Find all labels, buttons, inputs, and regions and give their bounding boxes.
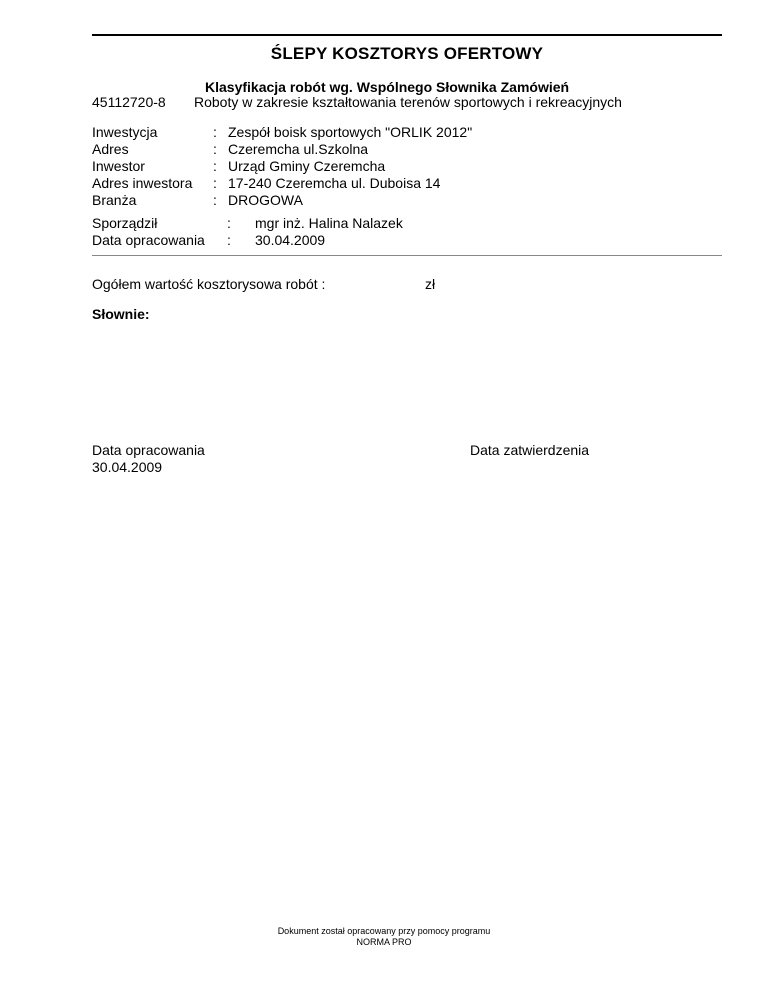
footer-line-2: NORMA PRO <box>356 937 412 947</box>
value-adres-inwestora: 17-240 Czeremcha ul. Duboisa 14 <box>228 175 441 191</box>
separator: : <box>213 158 217 174</box>
label-sporzadzil: Sporządził <box>92 215 158 231</box>
separator: : <box>213 124 217 140</box>
prepared-date-label: Data opracowania <box>92 442 205 458</box>
label-inwestycja: Inwestycja <box>92 124 158 140</box>
separator: : <box>227 215 231 231</box>
currency-label: zł <box>425 276 436 292</box>
top-rule <box>92 34 722 36</box>
label-data-opracowania: Data opracowania <box>92 232 205 248</box>
value-adres: Czeremcha ul.Szkolna <box>228 141 369 157</box>
label-branza: Branża <box>92 192 137 208</box>
approval-date-label: Data zatwierdzenia <box>470 442 590 458</box>
prepared-date-value: 30.04.2009 <box>92 459 163 475</box>
value-inwestycja: Zespół boisk sportowych "ORLIK 2012" <box>228 124 473 140</box>
value-data-opracowania: 30.04.2009 <box>255 232 326 248</box>
separator: : <box>213 141 217 157</box>
value-inwestor: Urząd Gminy Czeremcha <box>228 158 386 174</box>
value-branza: DROGOWA <box>228 192 303 208</box>
value-sporzadzil: mgr inż. Halina Nalazek <box>255 215 403 231</box>
total-value-label: Ogółem wartość kosztorysowa robót : <box>92 276 326 292</box>
label-inwestor: Inwestor <box>92 158 145 174</box>
classification-code: 45112720-8 <box>92 94 166 110</box>
classification-description: Roboty w zakresie kształtowania terenów sportowych i rekreacyjnych <box>194 94 622 110</box>
footer-line-1: Dokument został opracowany przy pomocy programu <box>277 926 491 936</box>
label-adres-inwestora: Adres inwestora <box>92 175 193 191</box>
separator: : <box>227 232 231 248</box>
label-adres: Adres <box>92 141 129 157</box>
in-words-label: Słownie: <box>92 306 150 322</box>
document-title: ŚLEPY KOSZTORYS OFERTOWY <box>270 44 544 63</box>
classification-heading: Klasyfikacja robót wg. Wspólnego Słownika Zamówień <box>205 79 570 95</box>
separator: : <box>213 192 217 208</box>
section-rule <box>92 255 722 256</box>
separator: : <box>213 175 217 191</box>
